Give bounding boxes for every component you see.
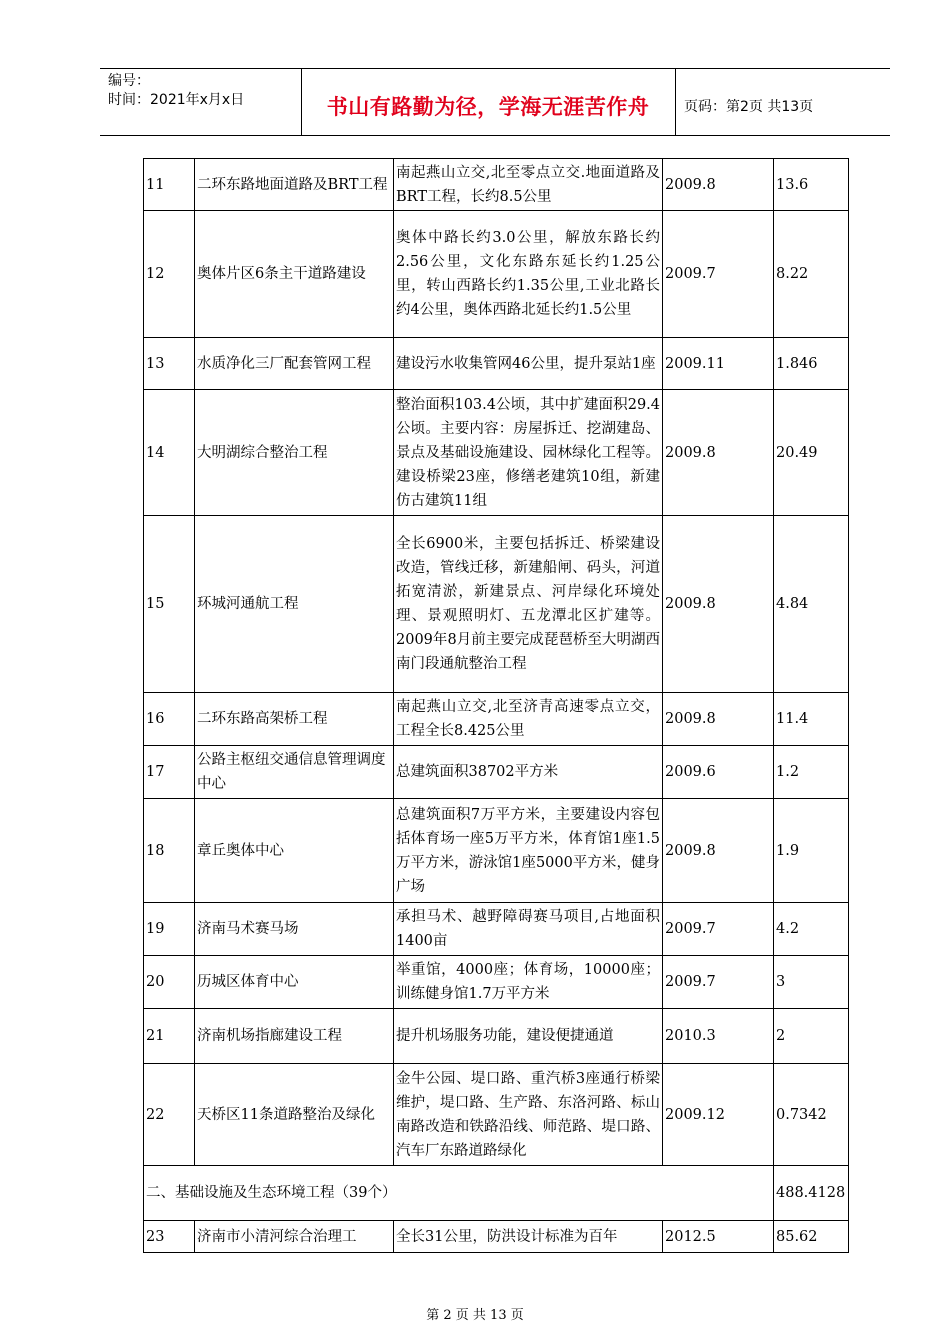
header-divider-right: [675, 69, 676, 135]
project-name: 济南机场指廊建设工程: [195, 1009, 394, 1064]
table-row: [144, 693, 849, 746]
project-name: 大明湖综合整治工程: [195, 390, 394, 516]
table-row: [144, 159, 849, 211]
investment-amount: 4.84: [774, 516, 849, 693]
project-description: 全长6900米，主要包括拆迁、桥梁建设改造，管线迁移，新建船闸、码头，河道拓宽清淤，新建景点、河岸绿化环境处理、景观照明灯、五龙潭北区扩建等。2009年8月前主要完成琵琶桥至大明湖西南门段通航整治工程: [394, 516, 663, 693]
row-number: 21: [144, 1009, 195, 1064]
completion-date: 2009.8: [663, 159, 774, 211]
project-description: 举重馆，4000座；体育场，10000座；训练健身馆1.7万平方米: [394, 956, 663, 1009]
header-meta: [108, 72, 244, 110]
table-row: [144, 1221, 849, 1253]
table-row: [144, 799, 849, 903]
project-name: 奥体片区6条主干道路建设: [195, 211, 394, 338]
project-description: 南起燕山立交,北至济青高速零点立交，工程全长8.425公里: [394, 693, 663, 746]
table-row: [144, 1064, 849, 1166]
section-amount: 488.4128: [774, 1166, 849, 1221]
project-name: 水质净化三厂配套管网工程: [195, 338, 394, 390]
investment-amount: 1.2: [774, 746, 849, 799]
header-date-label: 时间：2021年x月x日: [108, 92, 245, 108]
investment-amount: 4.2: [774, 903, 849, 956]
investment-amount: 11.4: [774, 693, 849, 746]
page-footer: 第 2 页 共 13 页: [426, 1308, 524, 1323]
table-row: [144, 956, 849, 1009]
row-number: 20: [144, 956, 195, 1009]
project-description: 整治面积103.4公顷，其中扩建面积29.4公顷。主要内容：房屋拆迁、挖湖建岛、景点及基础设施建设、园林绿化工程等。建设桥梁23座，修缮老建筑10组，新建仿古建筑11组: [394, 390, 663, 516]
project-name: 二环东路高架桥工程: [195, 693, 394, 746]
row-number: 18: [144, 799, 195, 903]
section-title: 二、基础设施及生态环境工程（39个）: [144, 1166, 774, 1221]
table-row: [144, 746, 849, 799]
row-number: 23: [144, 1221, 195, 1253]
section-row: [144, 1166, 849, 1221]
investment-amount: 1.9: [774, 799, 849, 903]
project-description: 建设污水收集管网46公里，提升泵站1座: [394, 338, 663, 390]
project-description: 承担马术、越野障碍赛马项目,占地面积1400亩: [394, 903, 663, 956]
project-name: 公路主枢纽交通信息管理调度中心: [195, 746, 394, 799]
completion-date: 2009.6: [663, 746, 774, 799]
project-description: 南起燕山立交,北至零点立交.地面道路及BRT工程，长约8.5公里: [394, 159, 663, 211]
header-page-label: 页码：第2页 共13页: [684, 99, 814, 115]
row-number: 12: [144, 211, 195, 338]
table-row: [144, 1009, 849, 1064]
table-row: [144, 516, 849, 693]
investment-amount: 1.846: [774, 338, 849, 390]
completion-date: 2009.8: [663, 390, 774, 516]
completion-date: 2009.8: [663, 516, 774, 693]
table-row: [144, 903, 849, 956]
project-description: 奥体中路长约3.0公里，解放东路长约2.56公里，文化东路东延长约1.25公里，转山西路长约1.35公里,工业北路长约4公里，奥体西路北延长约1.5公里: [394, 211, 663, 338]
row-number: 11: [144, 159, 195, 211]
project-name: 济南市小清河综合治理工: [195, 1221, 394, 1253]
completion-date: 2009.7: [663, 903, 774, 956]
row-number: 17: [144, 746, 195, 799]
completion-date: 2009.7: [663, 211, 774, 338]
project-name: 济南马术赛马场: [195, 903, 394, 956]
project-name: 天桥区11条道路整治及绿化: [195, 1064, 394, 1166]
project-description: 金牛公园、堤口路、重汽桥3座通行桥梁维护，堤口路、生产路、东洛河路、标山南路改造和铁路沿线、师范路、堤口路、汽车厂东路道路绿化: [394, 1064, 663, 1166]
project-name: 二环东路地面道路及BRT工程: [195, 159, 394, 211]
completion-date: 2010.3: [663, 1009, 774, 1064]
row-number: 16: [144, 693, 195, 746]
project-description: 总建筑面积7万平方米，主要建设内容包括体育场一座5万平方米，体育馆1座1.5万平方米，游泳馆1座5000平方米，健身广场: [394, 799, 663, 903]
investment-amount: 13.6: [774, 159, 849, 211]
table-row: [144, 390, 849, 516]
investment-amount: 20.49: [774, 390, 849, 516]
completion-date: 2009.7: [663, 956, 774, 1009]
project-name: 章丘奥体中心: [195, 799, 394, 903]
project-description: 提升机场服务功能，建设便捷通道: [394, 1009, 663, 1064]
completion-date: 2009.8: [663, 799, 774, 903]
header-number-label: 编号：: [108, 73, 150, 89]
page-header: [100, 68, 890, 136]
project-table: [143, 158, 849, 1253]
investment-amount: 2: [774, 1009, 849, 1064]
table-row: [144, 211, 849, 338]
project-name: 环城河通航工程: [195, 516, 394, 693]
completion-date: 2009.11: [663, 338, 774, 390]
row-number: 14: [144, 390, 195, 516]
project-description: 总建筑面积38702平方米: [394, 746, 663, 799]
completion-date: 2009.12: [663, 1064, 774, 1166]
row-number: 19: [144, 903, 195, 956]
investment-amount: 85.62: [774, 1221, 849, 1253]
completion-date: 2009.8: [663, 693, 774, 746]
project-name: 历城区体育中心: [195, 956, 394, 1009]
row-number: 22: [144, 1064, 195, 1166]
table-row: [144, 338, 849, 390]
row-number: 15: [144, 516, 195, 693]
project-description: 全长31公里，防洪设计标准为百年: [394, 1221, 663, 1253]
investment-amount: 0.7342: [774, 1064, 849, 1166]
completion-date: 2012.5: [663, 1221, 774, 1253]
header-motto: 书山有路勤为径，学海无涯苦作舟: [326, 95, 650, 119]
investment-amount: 8.22: [774, 211, 849, 338]
row-number: 13: [144, 338, 195, 390]
investment-amount: 3: [774, 956, 849, 1009]
